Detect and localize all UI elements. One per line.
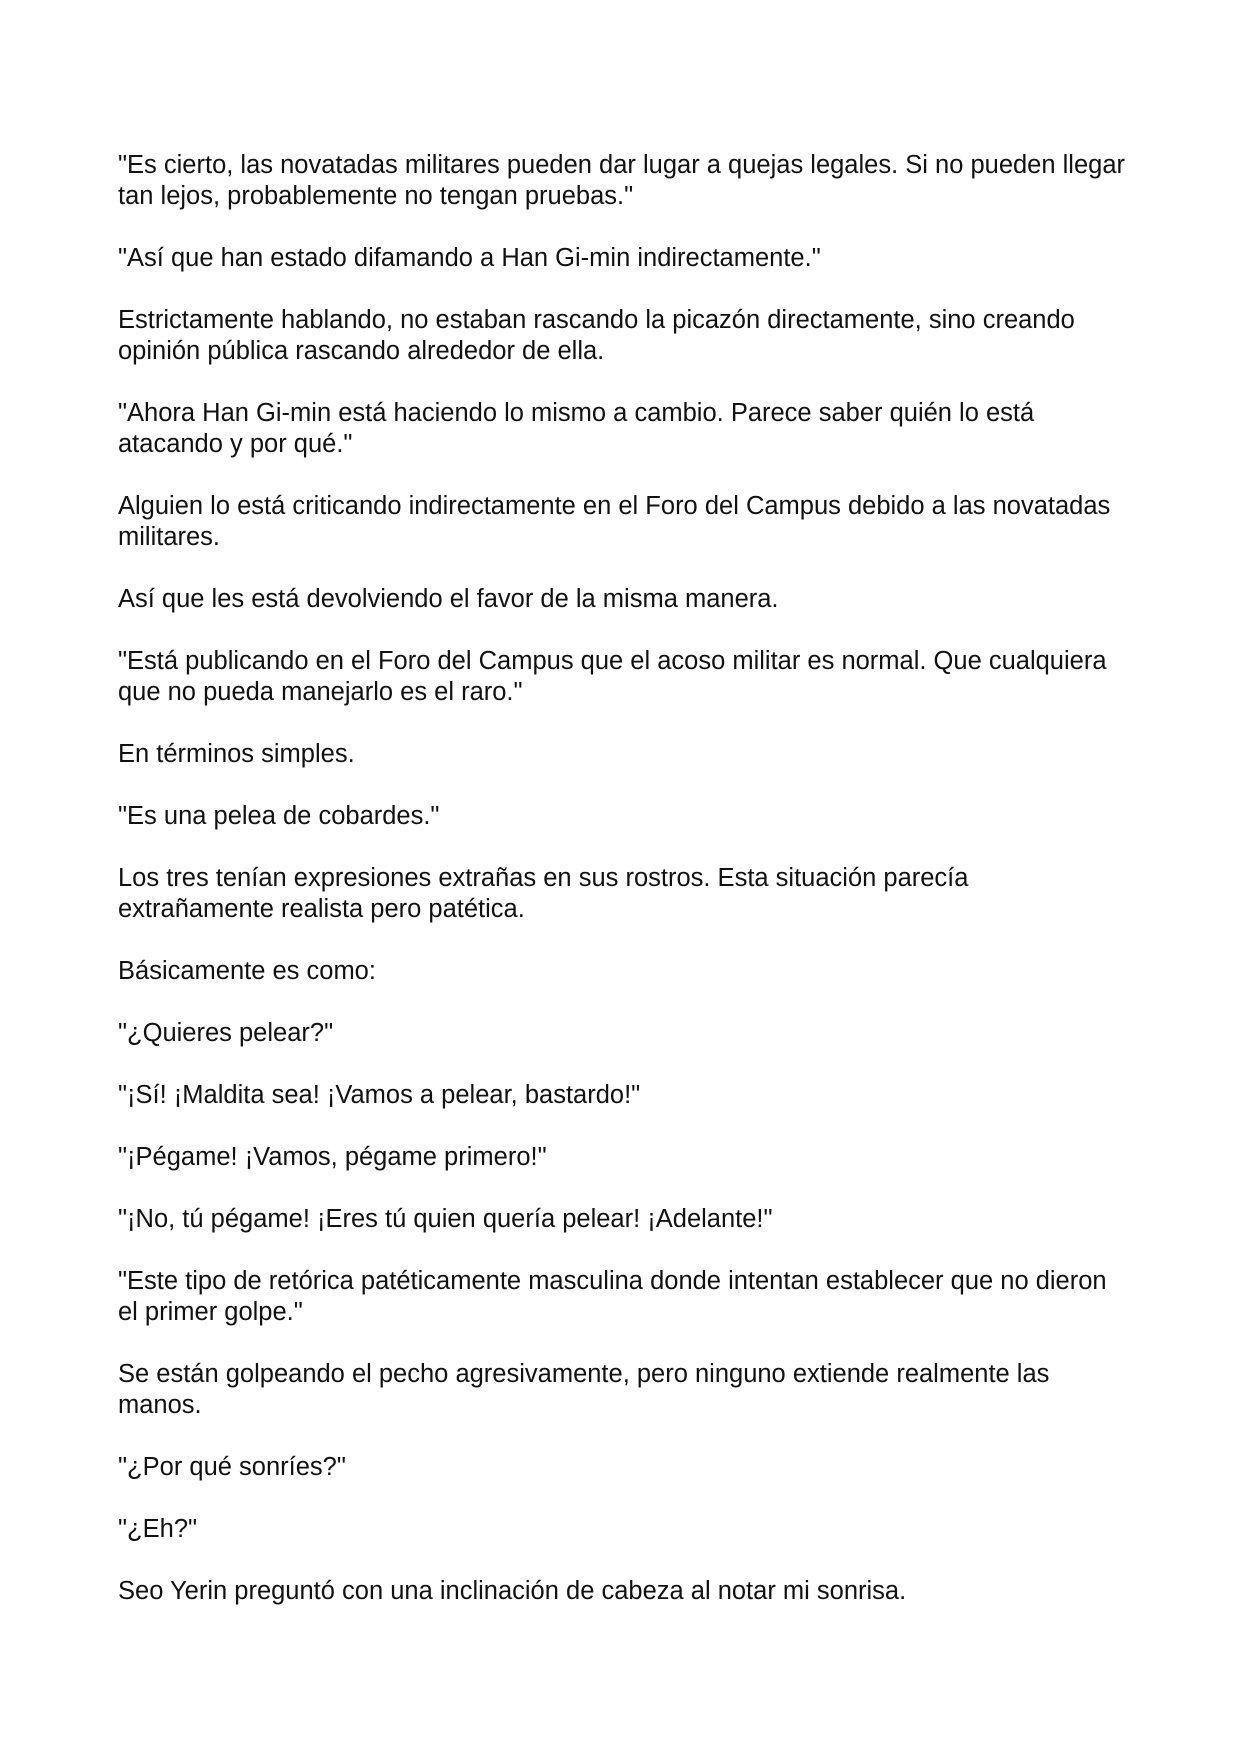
paragraph: "Este tipo de retórica patéticamente masculina donde intentan establecer que no dieron el primer golpe."	[118, 1267, 1107, 1326]
document-body	[118, 150, 1128, 1638]
paragraph: Seo Yerin preguntó con una inclinación de cabeza al notar mi sonrisa.	[118, 1577, 907, 1605]
paragraph: Básicamente es como:	[118, 957, 376, 985]
paragraph: En términos simples.	[118, 740, 355, 768]
paragraph: "Así que han estado difamando a Han Gi-min indirectamente."	[118, 244, 821, 272]
paragraph: "Ahora Han Gi-min está haciendo lo mismo a cambio. Parece saber quién lo está atacando y por qué."	[118, 399, 1035, 458]
paragraph: "¡No, tú pégame! ¡Eres tú quien quería pelear! ¡Adelante!"	[118, 1205, 773, 1233]
paragraph: Se están golpeando el pecho agresivamente, pero ninguno extiende realmente las manos.	[118, 1360, 1050, 1419]
paragraph: "¿Por qué sonríes?"	[118, 1453, 346, 1481]
paragraph: Los tres tenían expresiones extrañas en sus rostros. Esta situación parecía extrañamente realista pero patética.	[118, 864, 969, 923]
paragraph: "Es cierto, las novatadas militares pueden dar lugar a quejas legales. Si no pueden llegar tan lejos, probablemente no tengan pruebas."	[118, 151, 1126, 210]
paragraph: Así que les está devolviendo el favor de la misma manera.	[118, 585, 779, 613]
paragraph: "¿Quieres pelear?"	[118, 1019, 334, 1047]
paragraph: "¿Eh?"	[118, 1515, 198, 1543]
paragraph: "Está publicando en el Foro del Campus que el acoso militar es normal. Que cualquiera que no pueda manejarlo es el raro."	[118, 647, 1107, 706]
paragraph: "¡Pégame! ¡Vamos, pégame primero!"	[118, 1143, 547, 1171]
paragraph: Alguien lo está criticando indirectamente en el Foro del Campus debido a las novatadas militares.	[118, 492, 1111, 551]
paragraph: Estrictamente hablando, no estaban rascando la picazón directamente, sino creando opinión pública rascando alrededor de ella.	[118, 306, 1075, 365]
paragraph: "¡Sí! ¡Maldita sea! ¡Vamos a pelear, bastardo!"	[118, 1081, 641, 1109]
paragraph: "Es una pelea de cobardes."	[118, 802, 440, 830]
